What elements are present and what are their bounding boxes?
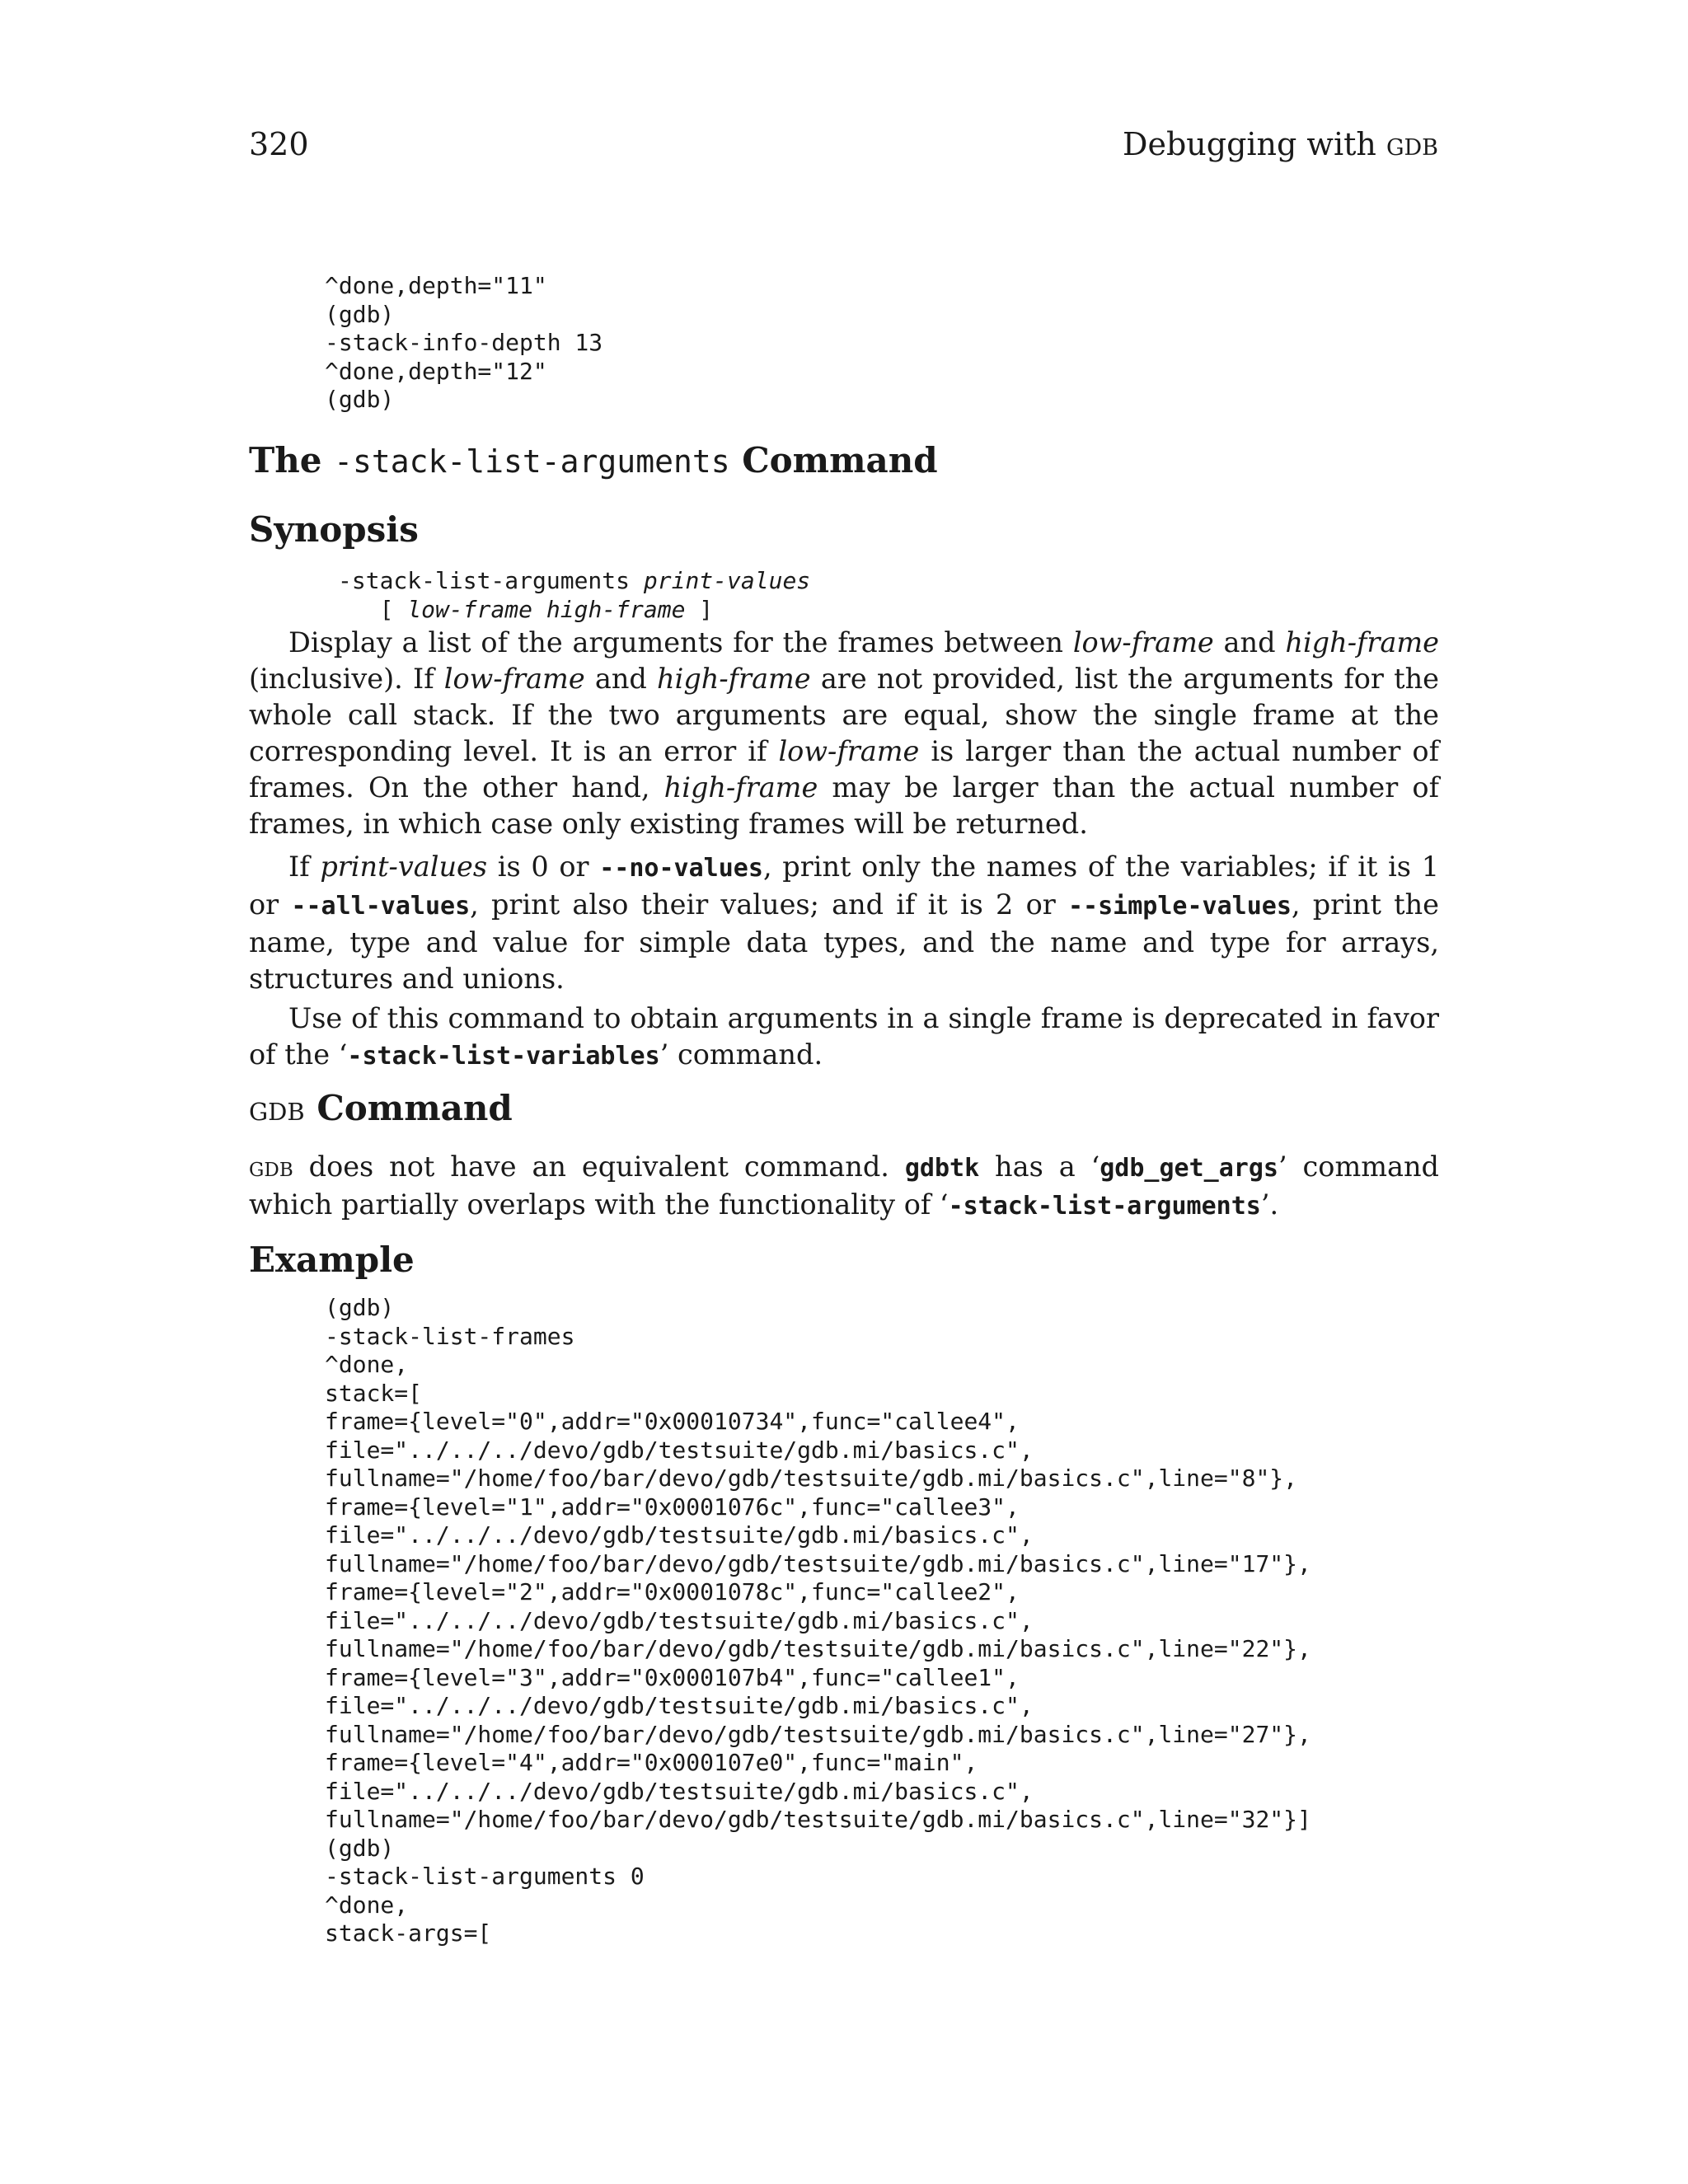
section-title-suffix: Command [729, 440, 938, 480]
section-title [249, 442, 938, 480]
text: ’. [1260, 1188, 1279, 1221]
description-paragraph [249, 625, 1439, 842]
text: has a ‘ [979, 1151, 1100, 1183]
synopsis-command: -stack-list-arguments [338, 567, 644, 594]
term-print-values: print-values [320, 851, 488, 883]
option-all-values: --all-values [291, 892, 471, 921]
command-gdb-get-args: gdb_get_args [1100, 1154, 1278, 1183]
gdb-command-heading [249, 1090, 513, 1127]
text: and [584, 663, 658, 695]
synopsis-heading: Synopsis [249, 509, 419, 550]
synopsis-code [338, 567, 810, 624]
example-code-block: (gdb) -stack-list-frames ^done, stack=[ frame={level="0",addr="0x00010734",func="callee4", file="../../../devo/gdb/testsuite/gdb.mi/basics.c", fullname="/home/foo/bar/devo/gdb/testsuite/gdb.mi/basics.c",line="8"}, frame={level="1",addr="0x0001076c",func="callee3", file="../../../devo/gdb/testsuite/gdb.mi/basics.c", fullname="/home/foo/bar/devo/gdb/testsuite/gdb.mi/basics.c",line="17"}, frame={level="2",addr="0x0001078c",func="callee2", file="../../../devo/gdb/testsuite/gdb.mi/basics.c", fullname="/home/foo/bar/devo/gdb/testsuite/gdb.mi/basics.c",line="22"}, frame={level="3",addr="0x000107b4",func="callee1", file="../../../devo/gdb/testsuite/gdb.mi/basics.c", fullname="/home/foo/bar/devo/gdb/testsuite/gdb.mi/basics.c",line="27"}, frame={level="4",addr="0x000107e0",func="main", file="../../../devo/gdb/testsuite/gdb.mi/basics.c", fullname="/home/foo/bar/devo/gdb/testsuite/gdb.mi/basics.c",line="32"}] (gdb) -stack-list-arguments 0 ^done, stack-args=[ [325, 1294, 1311, 1947]
synopsis-arg-frames: low-frame high-frame [407, 595, 686, 623]
print-values-paragraph [249, 849, 1439, 997]
text: ’ command. [659, 1038, 823, 1071]
option-no-values: --no-values [599, 854, 763, 883]
term-high-frame: high-frame [663, 771, 818, 804]
command-stack-list-arguments: -stack-list-arguments [948, 1192, 1261, 1221]
text: is 0 or [487, 851, 600, 883]
section-title-prefix: The [249, 440, 335, 480]
synopsis-arg-print-values: print-values [643, 567, 811, 594]
page-number: 320 [249, 126, 309, 162]
text: does not have an equivalent command. [293, 1151, 905, 1183]
text: may be larger than the actual number of frames, in which case only existing frames will be returned. [249, 771, 1439, 840]
text: If [288, 851, 321, 883]
option-simple-values: --simple-values [1067, 892, 1292, 921]
code-block-top: ^done,depth="11" (gdb) -stack-info-depth 13 ^done,depth="12" (gdb) [325, 272, 603, 413]
text: , print the name, type and value for simple data types, and the name and type for arrays, structures and unions. [249, 888, 1439, 995]
synopsis-bracket-close: ] [685, 595, 714, 623]
term-low-frame: low-frame [778, 735, 920, 767]
gdb-command-paragraph [249, 1149, 1439, 1225]
running-title [1122, 126, 1438, 162]
example-heading: Example [249, 1240, 415, 1280]
text: (inclusive). If [249, 663, 444, 695]
gdb-smallcaps: gdb [249, 1151, 293, 1183]
term-high-frame: high-frame [1285, 626, 1439, 658]
text: ’ command which partially overlaps with the functionality of ‘ [249, 1151, 1439, 1221]
text: and [1213, 626, 1286, 658]
running-title-gdb: gdb [1386, 126, 1438, 162]
term-low-frame: low-frame [1072, 626, 1214, 658]
synopsis-bracket-open: [ [338, 595, 408, 623]
text: , print also their values; and if it is 2 or [470, 888, 1068, 921]
text: Use of this command to obtain arguments in a single frame is deprecated in favor of the ‘ [249, 1002, 1439, 1071]
tool-gdbtk: gdbtk [904, 1154, 980, 1183]
text: is larger than the actual number of frames. On the other hand, [249, 735, 1439, 804]
text: Display a list of the arguments for the frames between [288, 626, 1073, 658]
text: are not provided, list the arguments for the whole call stack. If the two arguments are equal, show the single frame at the corresponding level. It is an error if [249, 663, 1439, 767]
text: , print only the names of the variables; if it is 1 or [249, 851, 1440, 921]
deprecation-paragraph [249, 1001, 1439, 1075]
section-title-command: -stack-list-arguments [334, 443, 730, 480]
command-stack-list-variables: -stack-list-variables [347, 1042, 660, 1071]
term-high-frame: high-frame [657, 663, 811, 695]
term-low-frame: low-frame [443, 663, 585, 695]
gdb-command-heading-rest: Command [304, 1088, 513, 1128]
running-title-text: Debugging with [1122, 126, 1386, 162]
gdb-command-heading-gdb: gdb [249, 1088, 305, 1128]
